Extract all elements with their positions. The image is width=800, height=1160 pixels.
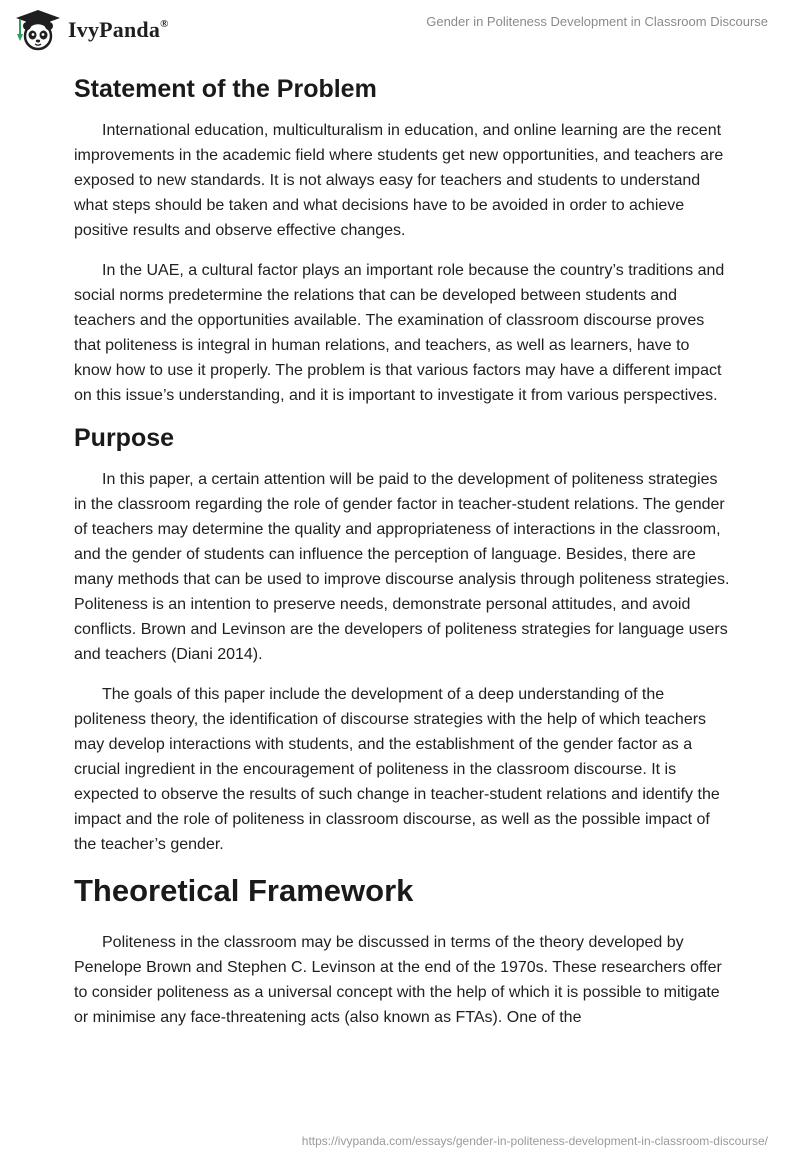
paragraph: In the UAE, a cultural factor plays an important role because the country’s traditions and social norms predetermine the relations that can be developed between students and teachers and the opportunities available. The examination of classroom discourse proves that politeness is integral in human relations, and teachers, as well as learners, have to know how to use it properly. The problem is that various factors may have a different impact on this issue’s understanding, and it is important to investigate it from various perspectives. — [74, 262, 725, 404]
source-url[interactable]: https://ivypanda.com/essays/gender-in-politeness-development-in-classroom-discourse/ — [301, 1134, 768, 1148]
section-purpose — [74, 423, 730, 857]
section-heading-large: Theoretical Framework — [74, 873, 414, 908]
logo-wordmark — [68, 17, 169, 43]
document-title: Gender in Politeness Development in Classroom Discourse — [426, 14, 768, 29]
paragraph: In this paper, a certain attention will be paid to the development of politeness strategies in the classroom regarding the role of gender factor in teacher-student relations. The gender of teachers may determine the quality and appropriateness of interactions in the classroom, and the gender of students can influence the perception of language. Besides, there are many methods that can be used to improve discourse analysis through politeness strategies. Politeness is an intention to preserve needs, demonstrate personal attitudes, and avoid conflicts. Brown and Levinson are the developers of politeness strategies for language users and teachers (Diani 2014). — [74, 471, 730, 663]
page-header — [0, 0, 800, 70]
ivypanda-logo[interactable] — [14, 8, 169, 52]
logo-name: IvyPanda — [68, 17, 161, 42]
registered-mark: ® — [160, 17, 169, 30]
paragraph: Politeness in the classroom may be discussed in terms of the theory developed by Penelope Brown and Stephen C. Levinson at the end of the 1970s. These researchers offer to consider politeness as a universal concept with the help of which it is possible to mitigate or minimise any face-threatening acts (also known as FTAs). One of the — [74, 934, 722, 1026]
paragraph: International education, multiculturalism in education, and online learning are the recent improvements in the academic field where students get new opportunities, and teachers are exposed to new standards. It is not always easy for teachers and students to understand what steps should be taken and what decisions have to be avoided in order to achieve positive results and observe effective changes. — [74, 122, 724, 239]
panda-graduate-icon — [14, 8, 62, 52]
section-problem — [74, 74, 730, 408]
paragraph: The goals of this paper include the development of a deep understanding of the politeness theory, the identification of discourse strategies with the help of which teachers may develop interactions with students, and the establishment of the gender factor as a crucial ingredient in the encouragement of politeness in the classroom discourse. It is expected to observe the results of such change in teacher-student relations and identify the impact and the role of politeness in classroom discourse, as well as the possible impact of the teacher’s gender. — [74, 686, 720, 853]
section-heading: Purpose — [74, 424, 175, 452]
section-framework — [74, 872, 730, 1030]
section-heading: Statement of the Problem — [74, 75, 377, 103]
article-body — [74, 70, 730, 1045]
